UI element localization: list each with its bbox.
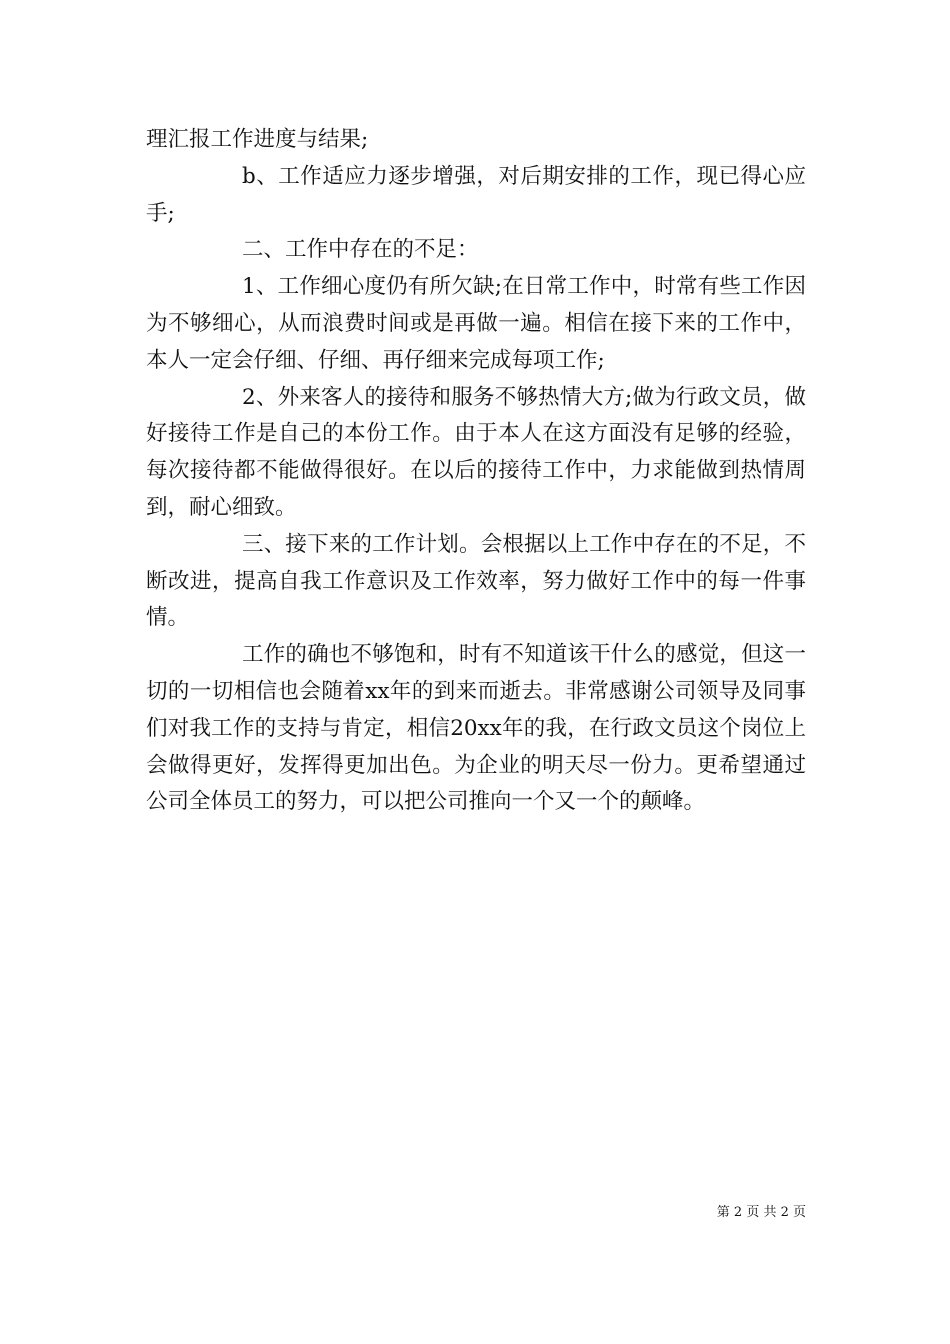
paragraph-item-1: 1、工作细心度仍有所欠缺;在日常工作中，时常有些工作因为不够细心，从而浪费时间或是再做一遍。相信在接下来的工作中，本人一定会仔细、仔细、再仔细来完成每项工作; [146, 274, 806, 373]
paragraph-item-b: b、工作适应力逐步增强，对后期安排的工作，现已得心应手; [146, 163, 806, 226]
section-heading-work-plan: 三、接下来的工作计划。会根据以上工作中存在的不足，不断改进，提高自我工作意识及工作效率，努力做好工作中的每一件事情。 [146, 531, 806, 631]
document-body [146, 122, 806, 821]
paragraph-item-2: 2、外来客人的接待和服务不够热情大方;做为行政文员，做好接待工作是自己的本份工作。由于本人在这方面没有足够的经验，每次接待都不能做得很好。在以后的接待工作中，力求能做到热情周到，耐心细致。 [146, 384, 806, 520]
paragraph-conclusion: 工作的确也不够饱和，时有不知道该干什么的感觉，但这一切的一切相信也会随着xx年的到来而逝去。非常感谢公司领导及同事们对我工作的支持与肯定，相信20xx年的我，在行政文员这个岗位上会做得更好，发挥得更加出色。为企业的明天尽一份力。更希望通过公司全体员工的努力，可以把公司推向一个又一个的颠峰。 [146, 642, 806, 815]
paragraph-continuation: 理汇报工作进度与结果; [146, 127, 369, 152]
section-heading-shortcomings: 二、工作中存在的不足： [242, 237, 479, 263]
page-number-footer: 第 2 页 共 2 页 [716, 1205, 806, 1220]
